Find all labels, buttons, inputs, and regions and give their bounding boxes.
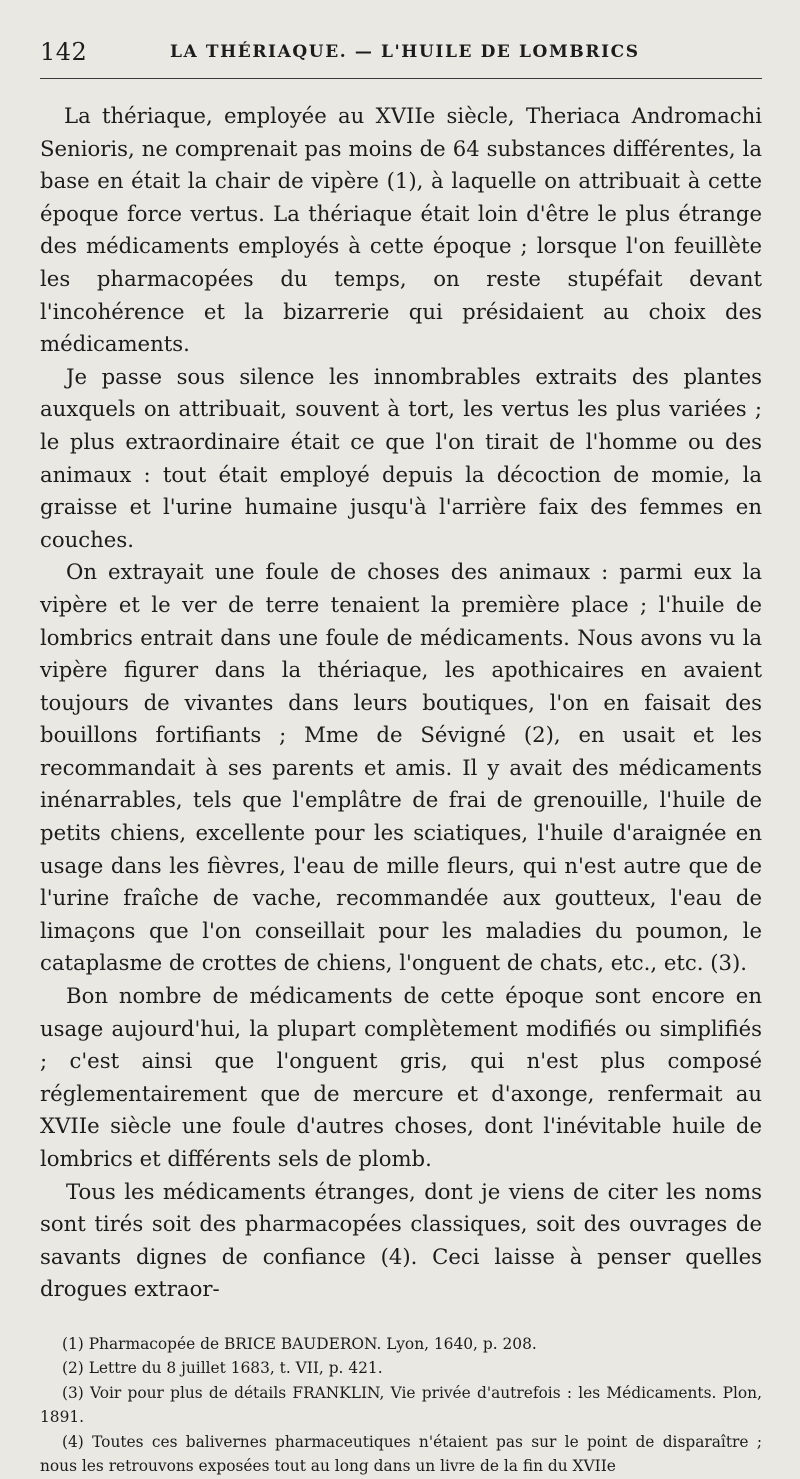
footnote: (1) Pharmacopée de BRICE BAUDERON. Lyon, 1640, p. 208. (62, 1334, 537, 1353)
running-title: LA THÉRIAQUE. — L'HUILE DE LOMBRICS (170, 42, 640, 62)
paragraph: Je passe sous silence les innombrables extraits des plantes auxquels on attribuait, souvent à tort, les vertus les plus variées ; le plus extraordinaire était ce que l'on tirait de l'homme ou des animaux : tout était employé depuis la décoction de momie, la graisse et l'urine humaine jusqu'à l'arrière faix des femmes en couches. (40, 363, 762, 552)
footnotes (40, 1332, 762, 1479)
footnote: (4) Toutes ces balivernes pharmaceutiques n'étaient pas sur le point de disparaître ; nous les retrouvons exposées tout au long dans un livre de la fin du XVIIe (40, 1432, 762, 1476)
paragraph: On extrayait une foule de choses des animaux : parmi eux la vipère et le ver de terre tenaient la première place ; l'huile de lombrics entrait dans une foule de médicaments. Nous avons vu la vipère figurer dans la thériaque, les apothicaires en avaient toujours de vivantes dans leurs boutiques, l'on en faisait des bouillons fortifiants ; Mme de Sévigné (2), en usait et les recommandait à ses parents et amis. Il y avait des médicaments inénarrables, tels que l'emplâtre de frai de grenouille, l'huile de petits chiens, excellente pour les sciatiques, l'huile d'araignée en usage dans les fièvres, l'eau de mille fleurs, qui n'est autre que de l'urine fraîche de vache, recommandée aux goutteux, l'eau de limaçons que l'on conseillait pour les maladies du poumon, le cataplasme de crottes de chiens, l'onguent de chats, etc., etc. (3). (40, 559, 762, 976)
body-text (40, 100, 762, 1306)
page-number: 142 (40, 38, 88, 66)
paragraph: Bon nombre de médicaments de cette époque sont encore en usage aujourd'hui, la plupart complètement modifiés ou simplifiés ; c'est ainsi que l'onguent gris, qui n'est plus composé réglementairement que de mercure et d'axonge, renfermait au XVIIe siècle une foule d'autres choses, dont l'inévitable huile de lombrics et différents sels de plomb. (40, 983, 762, 1171)
footnote: (2) Lettre du 8 juillet 1683, t. VII, p. 421. (62, 1359, 383, 1378)
footnote: (3) Voir pour plus de détails FRANKLIN, Vie privée d'autrefois : les Médicaments. Plon, 1891. (40, 1383, 762, 1427)
page-header (40, 30, 762, 74)
paragraph: Tous les médicaments étranges, dont je viens de citer les noms sont tirés soit des pharmacopées classiques, soit des ouvrages de savants dignes de confiance (4). Ceci laisse à penser quelles drogues extraor- (40, 1178, 762, 1302)
header-rule (40, 78, 762, 79)
paragraph: La thériaque, employée au XVIIe siècle, Theriaca Andromachi Senioris, ne comprenait pas moins de 64 substances différentes, la base en était la chair de vipère (1), à laquelle on attribuait à cette époque force vertus. La thériaque était loin d'être le plus étrange des médicaments employés à cette époque ; lorsque l'on feuillète les pharmacopées du temps, on reste stupéfait devant l'incohérence et la bizarrerie qui présidaient au choix des médicaments. (40, 103, 762, 357)
